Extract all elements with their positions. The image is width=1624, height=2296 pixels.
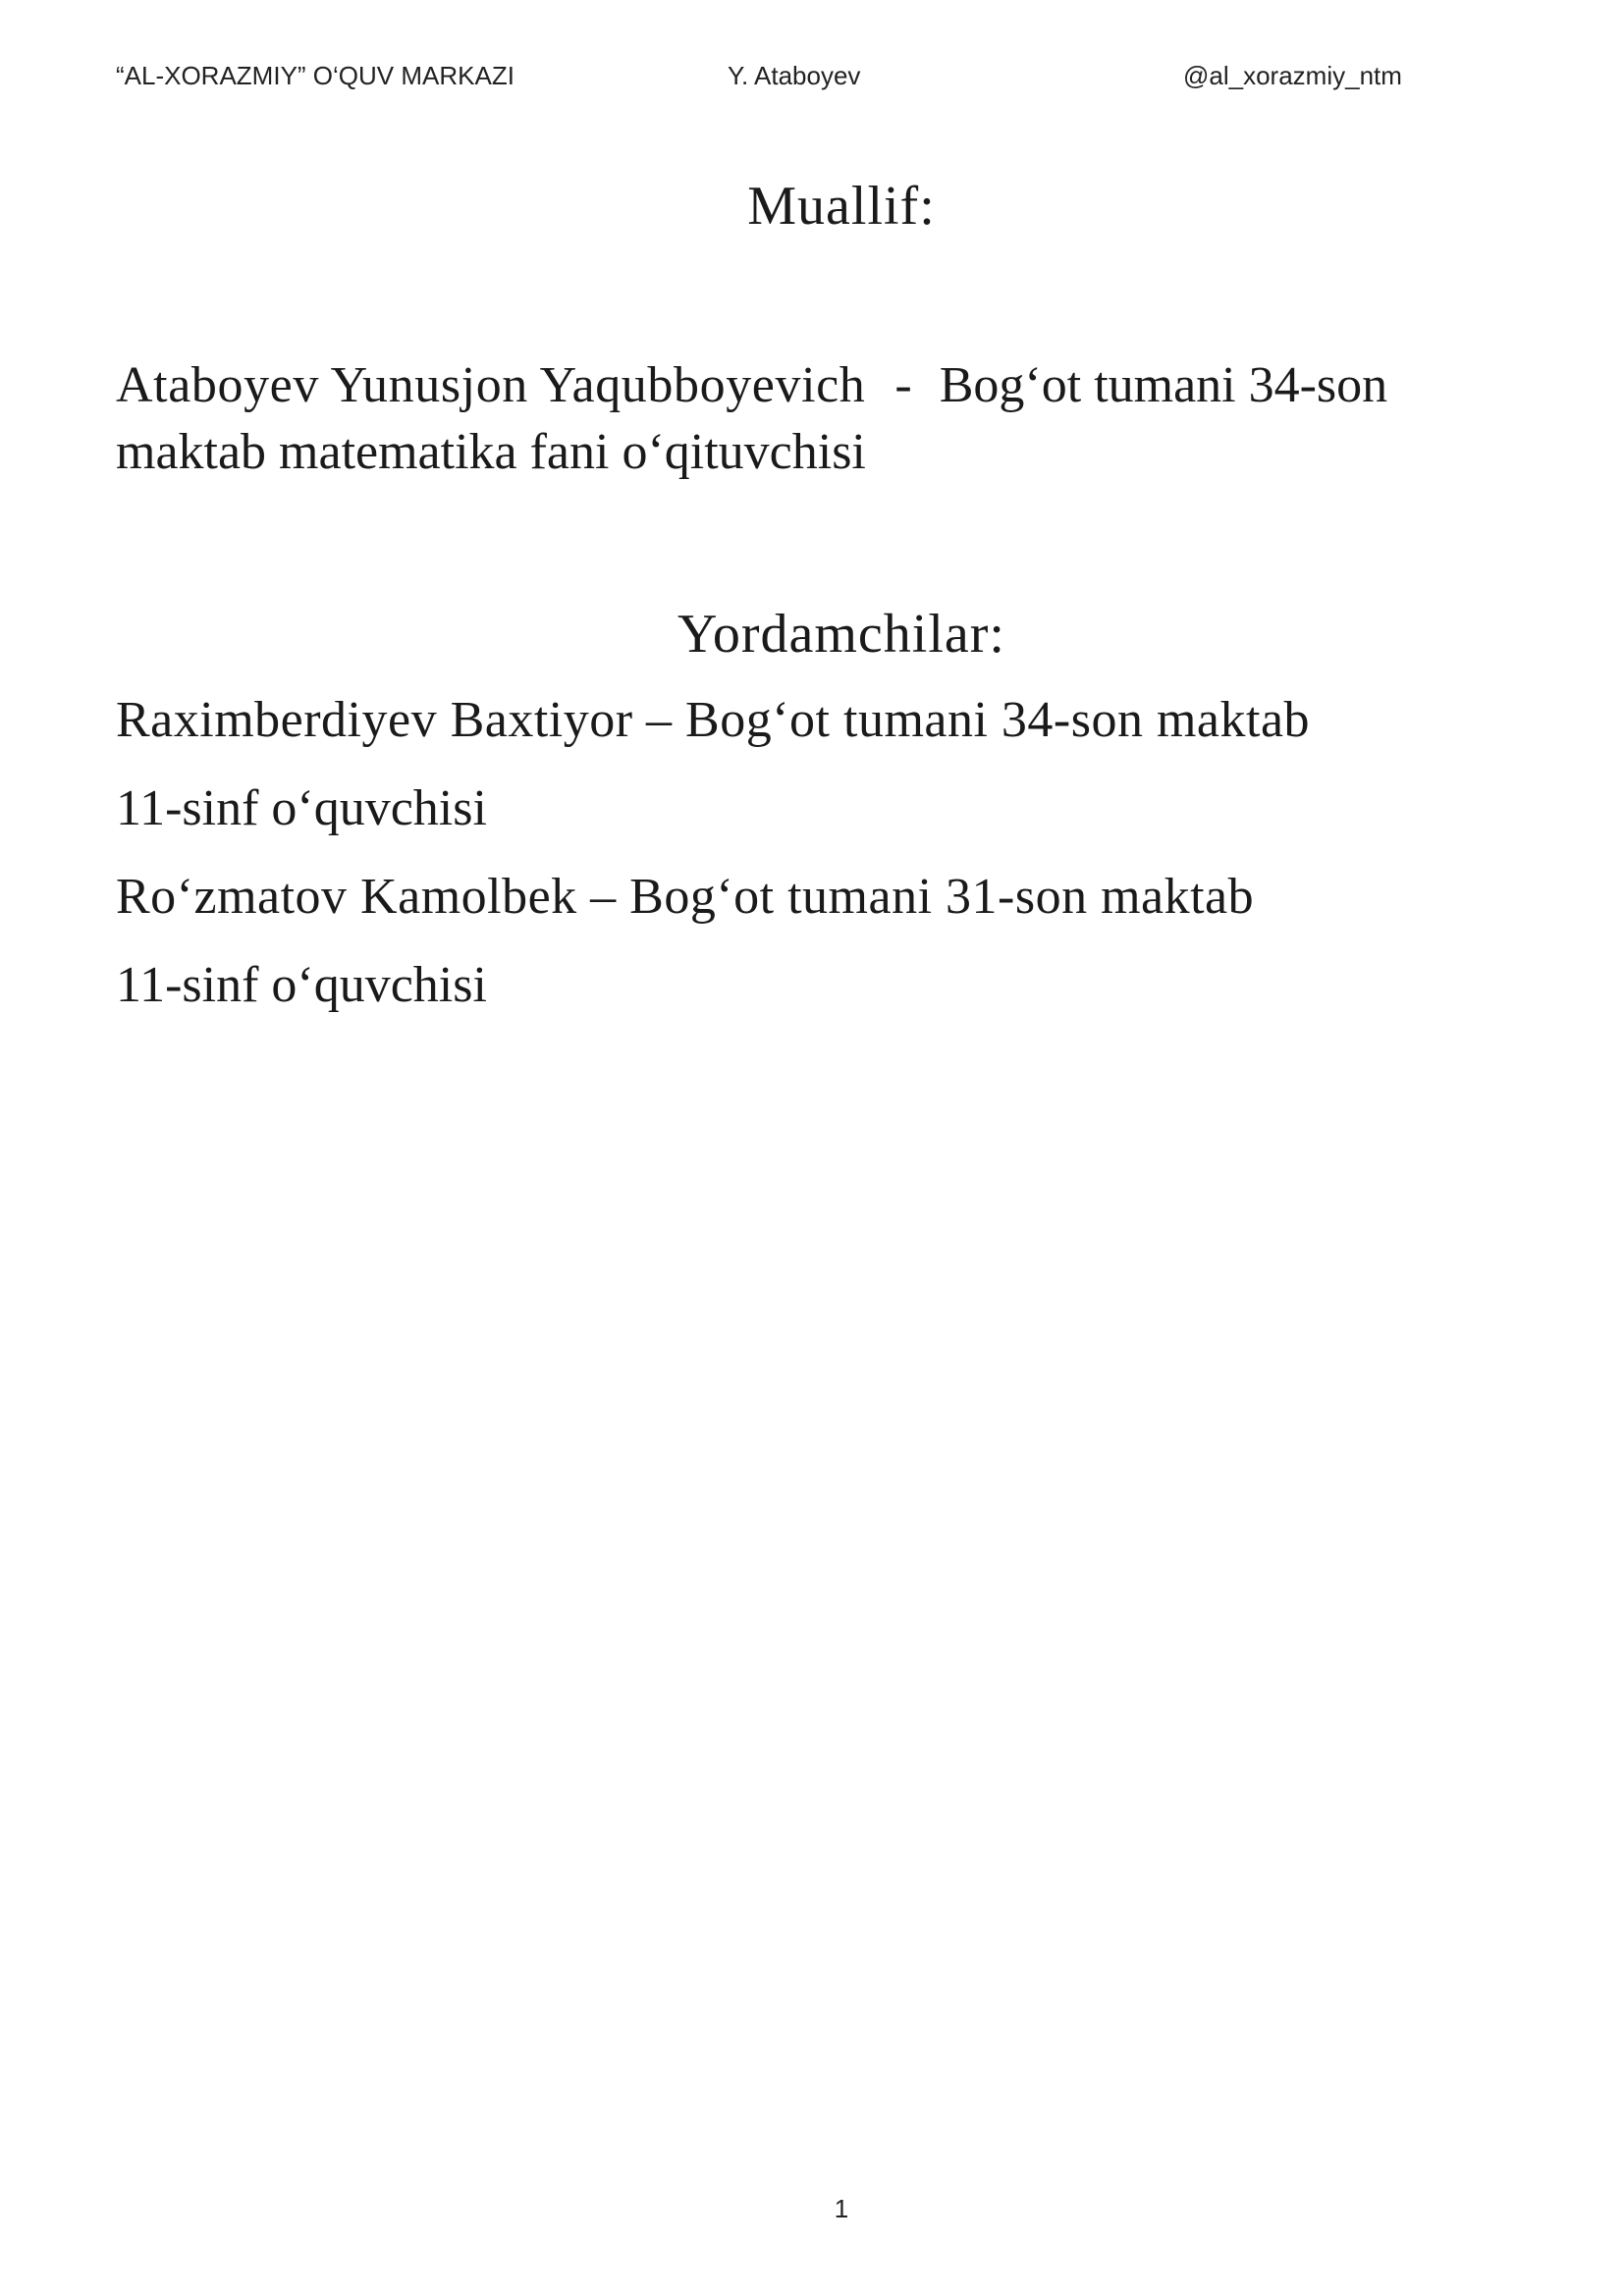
author-line-2: maktab matematika fani o‘qituvchisi	[116, 424, 866, 480]
header-organization: “AL-XORAZMIY” O‘QUV MARKAZI	[116, 61, 514, 90]
helper-2-line-2: 11-sinf o‘quvchisi	[116, 957, 487, 1013]
header-author: Y. Ataboyev	[728, 61, 861, 90]
helper-1-line-1: Raximberdiyev Baxtiyor – Bog‘ot tumani 34-son maktab	[116, 692, 1311, 748]
author-separator: -	[894, 357, 912, 413]
helper-2-line-1: Ro‘zmatov Kamolbek – Bog‘ot tumani 31-son maktab	[116, 869, 1255, 925]
header-handle: @al_xorazmiy_ntm	[1183, 61, 1402, 90]
helpers-heading: Yordamchilar:	[677, 604, 1005, 665]
author-heading: Muallif:	[747, 176, 936, 237]
author-line-1	[116, 353, 1387, 418]
page-header	[0, 61, 1624, 100]
helper-1-line-2: 11-sinf o‘quvchisi	[116, 780, 487, 836]
author-description-1: Bog‘ot tumani 34-son	[939, 357, 1388, 413]
page-number: 1	[834, 2194, 849, 2223]
author-name: Ataboyev Yunusjon Yaqubboyevich	[116, 357, 866, 413]
